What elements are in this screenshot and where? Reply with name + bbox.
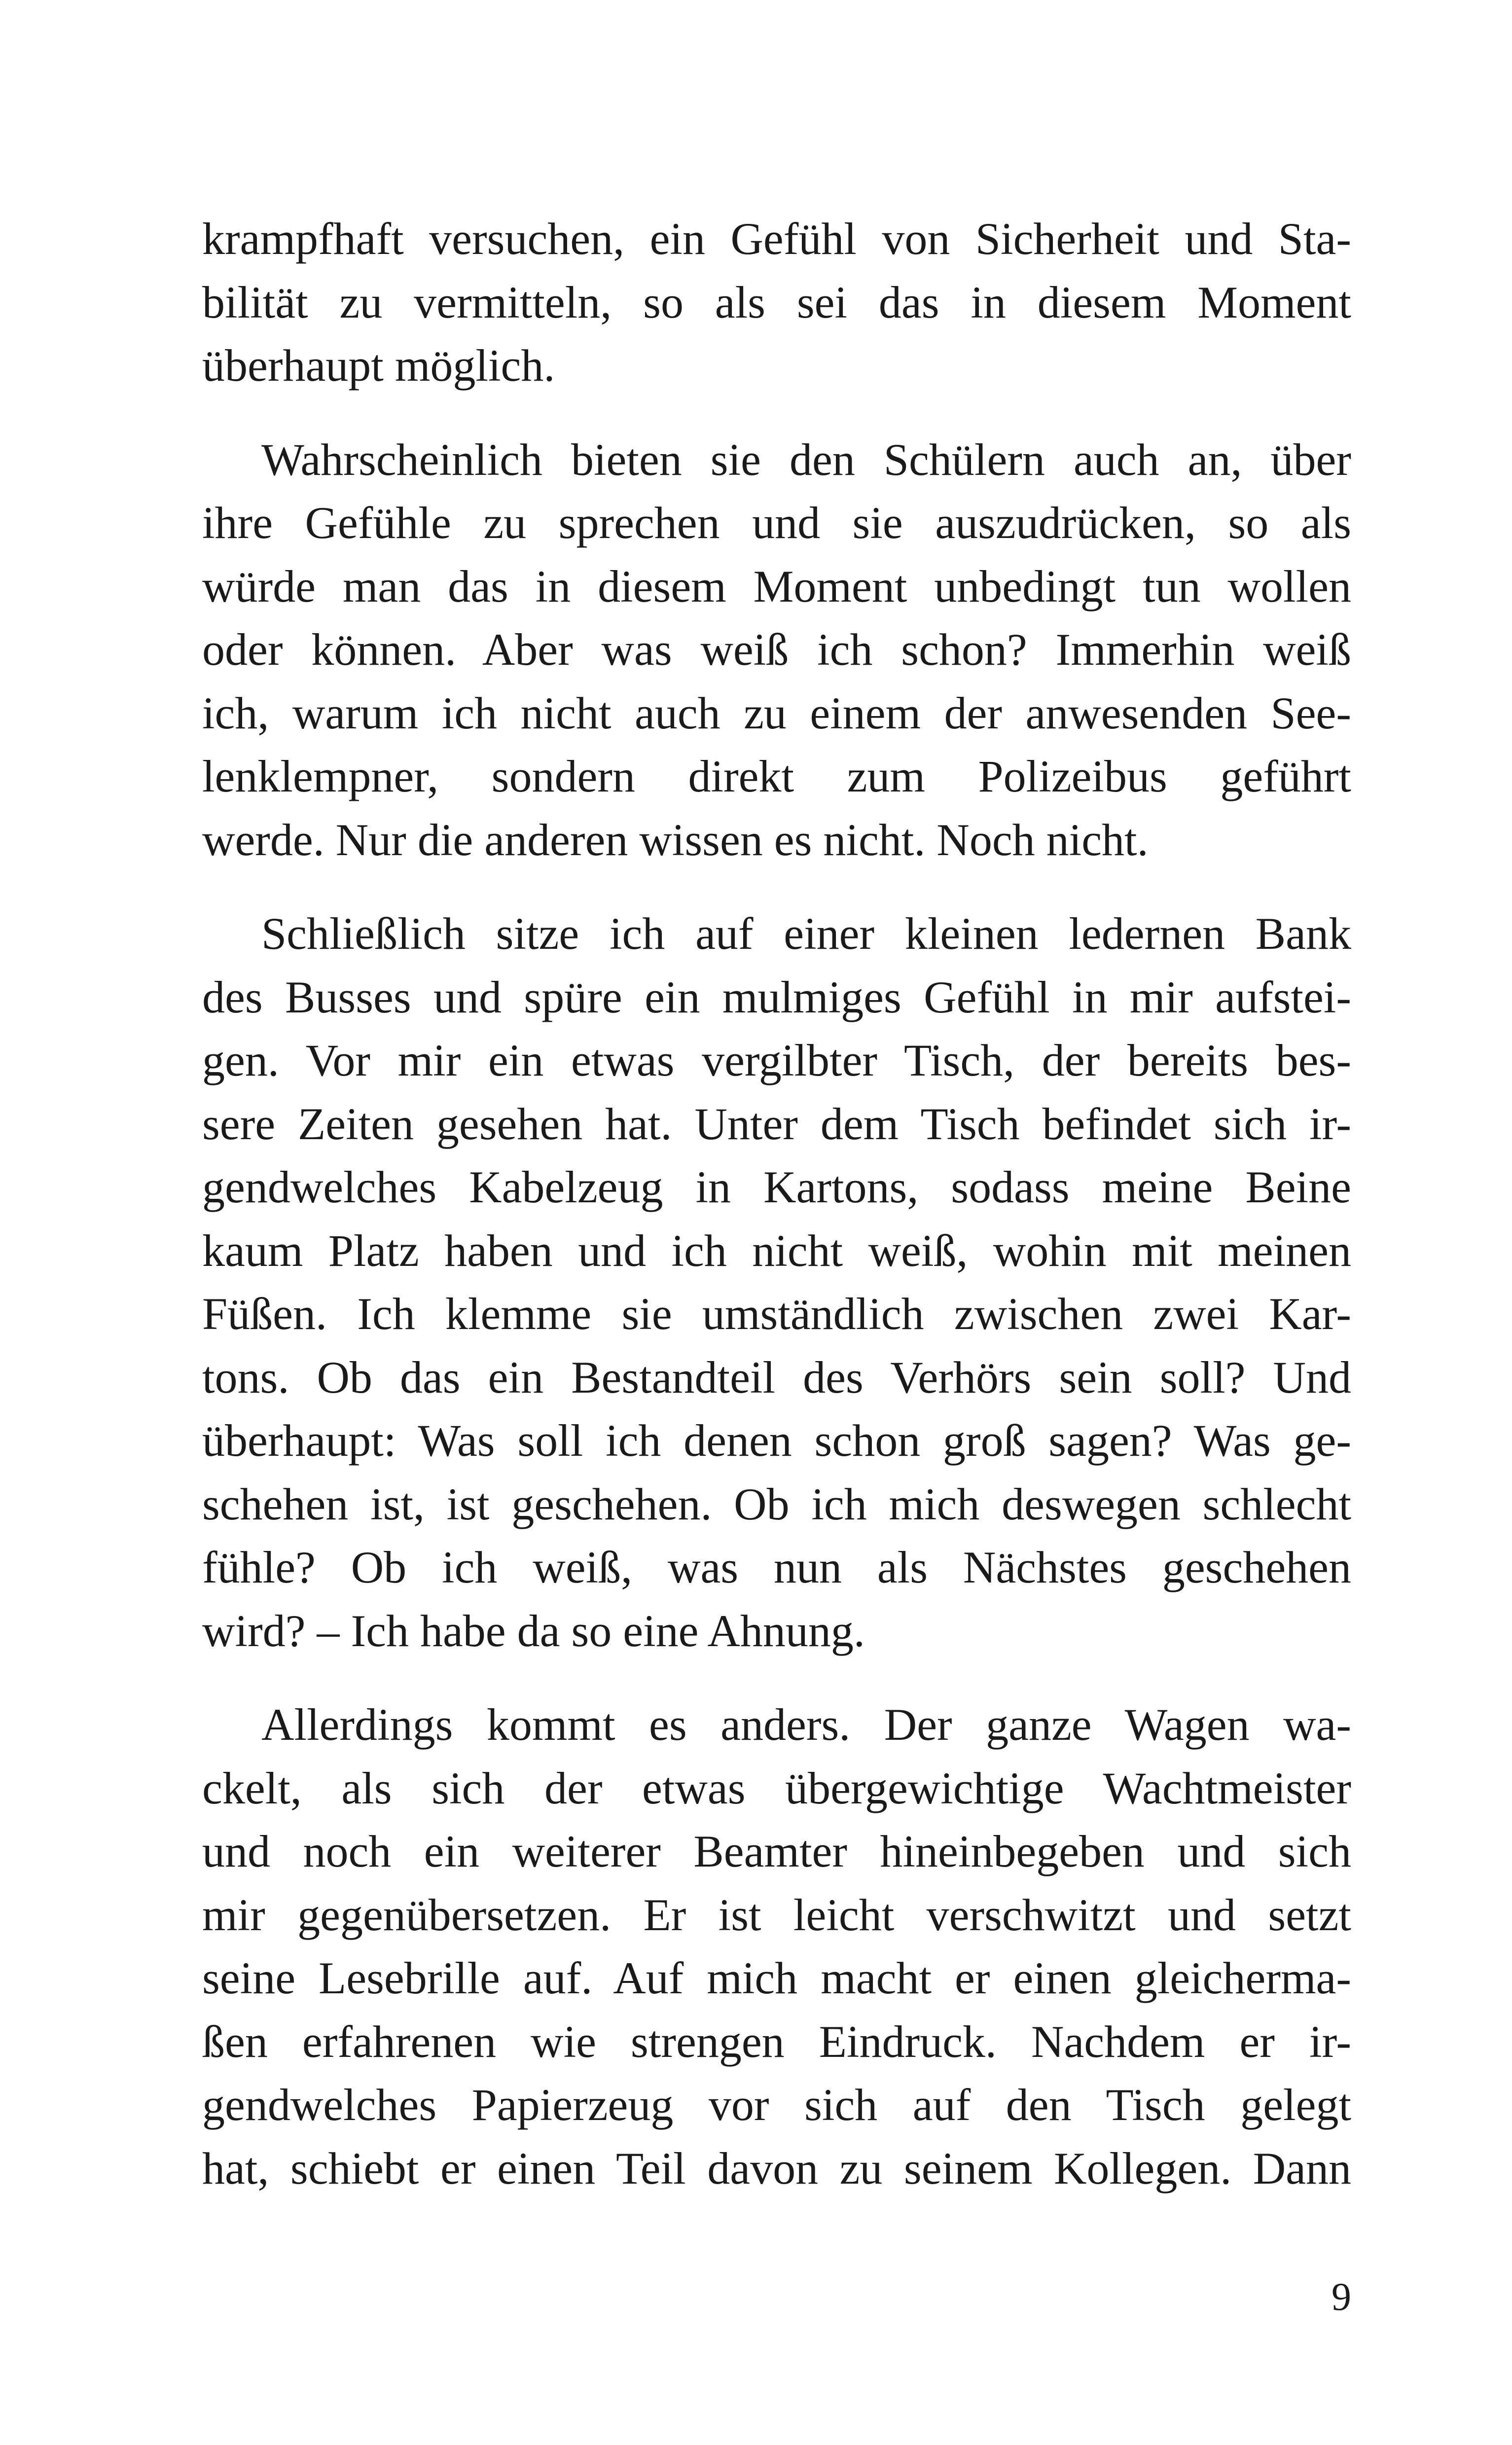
text-line: sere Zeiten gesehen hat. Unter dem Tisch befindet sich ir- [202,1098,1351,1149]
paragraph-gap [202,1662,1351,1693]
text-line: ihre Gefühle zu sprechen und sie auszudrücken, so als [202,498,1351,548]
text-line: überhaupt möglich. [202,340,555,391]
text-line: Allerdings kommt es anders. Der ganze Wagen wa- [261,1699,1351,1750]
text-line: wird? – Ich habe da so eine Ahnung. [202,1605,865,1656]
text-line: oder können. Aber was weiß ich schon? Immerhin weiß [202,624,1351,675]
text-line: ich, warum ich nicht auch zu einem der anwesenden See- [202,687,1351,738]
text-line: gendwelches Kabelzeug in Kartons, sodass meine Beine [202,1162,1351,1212]
text-line: kaum Platz haben und ich nicht weiß, wohin mit meinen [202,1225,1351,1276]
text-line: seine Lesebrille auf. Auf mich macht er einen gleicherma- [202,1953,1351,2003]
text-line: krampfhaft versuchen, ein Gefühl von Sicherheit und Sta- [202,214,1351,264]
paragraph-2 [202,428,1351,872]
text-line: überhaupt: Was soll ich denen schon groß sagen? Was ge- [202,1415,1351,1466]
text-line: werde. Nur die anderen wissen es nicht. Noch nicht. [202,814,1149,865]
text-line: schehen ist, ist geschehen. Ob ich mich deswegen schlecht [202,1478,1351,1529]
paragraph-gap [202,397,1351,428]
text-line: tons. Ob das ein Bestandteil des Verhörs sein soll? Und [202,1352,1351,1402]
text-line: ßen erfahrenen wie strengen Eindruck. Nachdem er ir- [202,2016,1351,2067]
paragraph-3 [202,902,1351,1662]
text-line: Füßen. Ich klemme sie umständlich zwischen zwei Kar- [202,1289,1351,1339]
text-line: ckelt, als sich der etwas übergewichtige Wachtmeister [202,1762,1351,1813]
page-number: 9 [1332,2275,1351,2319]
body-text [202,207,1351,2200]
text-line: hat, schiebt er einen Teil davon zu seinem Kollegen. Dann [202,2143,1351,2193]
text-line: gendwelches Papierzeug vor sich auf den Tisch gelegt [202,2080,1351,2130]
text-line: bilität zu vermitteln, so als sei das in diesem Moment [202,277,1351,327]
text-line: lenklempner, sondern direkt zum Polizeibus geführt [202,751,1351,801]
text-line: gen. Vor mir ein etwas vergilbter Tisch, der bereits bes- [202,1035,1351,1085]
paragraph-4 [202,1693,1351,2200]
paragraph-gap [202,871,1351,902]
paragraph-1 [202,207,1351,397]
text-line: und noch ein weiterer Beamter hineinbegeben und sich [202,1826,1351,1876]
text-line: mir gegenübersetzen. Er ist leicht verschwitzt und setzt [202,1889,1351,1940]
text-line: Wahrscheinlich bieten sie den Schülern auch an, über [261,434,1351,485]
text-line: fühle? Ob ich weiß, was nun als Nächstes geschehen [202,1542,1351,1592]
text-line: des Busses und spüre ein mulmiges Gefühl in mir aufstei- [202,971,1351,1022]
text-line: Schließlich sitze ich auf einer kleinen ledernen Bank [261,908,1351,959]
text-line: würde man das in diesem Moment unbedingt tun wollen [202,561,1351,611]
